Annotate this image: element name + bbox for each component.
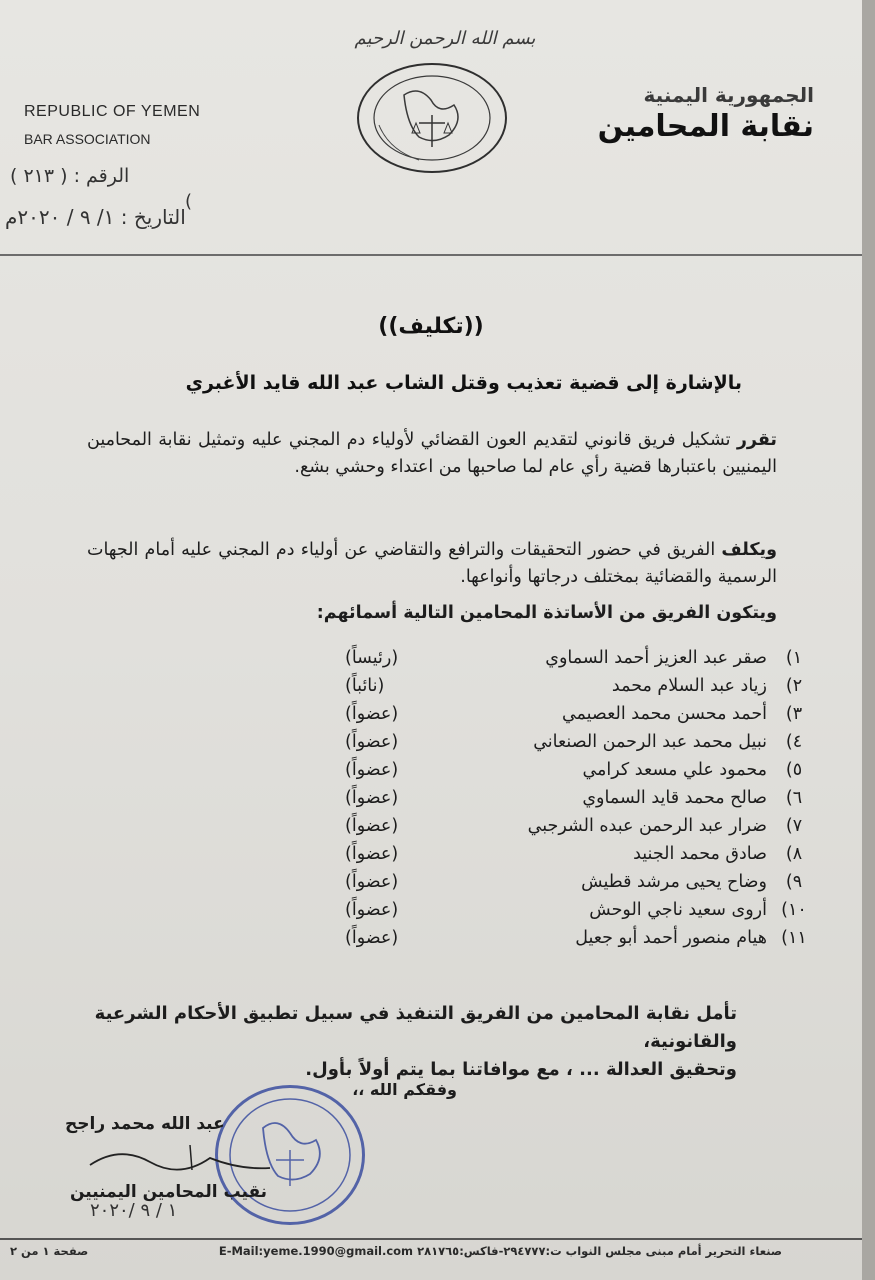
- date-label: التاريخ :: [120, 205, 186, 229]
- paragraph-decision: [87, 427, 777, 481]
- member-name: أحمد محسن محمد العصيمي: [561, 704, 767, 724]
- closing-wish: وفقكم الله ،،: [352, 1080, 457, 1099]
- document-date: [5, 191, 193, 229]
- footer-address: صنعاء التحرير أمام مبنى مجلس النواب ت:٢٩٤٧٧٧-فاكس:٢٨١٧٦٥ E-Mail:yeme.1990@gmail.com: [218, 1244, 782, 1258]
- member-name: صالح محمد قايد السماوي: [582, 788, 767, 808]
- member-name: وضاح يحيى مرشد قطيش: [581, 872, 767, 892]
- member-role: (عضواً): [345, 732, 399, 752]
- date-paren: ): [185, 191, 193, 212]
- member-number: ٣): [785, 704, 803, 724]
- bar-association-seal: [357, 63, 507, 173]
- arabic-letterhead: [598, 83, 814, 144]
- paragraph-team-intro: ويتكون الفريق من الأساتذة المحامين التالية أسمائهم:: [316, 603, 777, 623]
- member-name: محمود علي مسعد كرامي: [582, 760, 767, 780]
- member-role: (عضواً): [345, 872, 399, 892]
- member-role: (نائباً): [345, 676, 385, 696]
- member-number: ٢): [785, 676, 803, 696]
- english-country: REPUBLIC OF YEMEN: [24, 103, 201, 120]
- signer-title: نقيب المحامين اليمنيين: [70, 1182, 268, 1202]
- signature-date: ١ / ٩ /٢٠٢٠: [90, 1200, 178, 1221]
- reference-value: ( ٢١٣ ): [10, 165, 68, 187]
- seal-graphic-icon: [359, 65, 505, 171]
- member-name: ضرار عبد الرحمن عبده الشرجبي: [527, 816, 767, 836]
- member-role: (عضواً): [345, 900, 399, 920]
- member-name: صقر عبد العزيز أحمد السماوي: [545, 648, 767, 668]
- list-item: [0, 872, 862, 900]
- list-item: [0, 704, 862, 732]
- list-item: [0, 648, 862, 676]
- member-role: (رئيساً): [345, 648, 399, 668]
- list-item: [0, 844, 862, 872]
- document-subject: بالإشارة إلى قضية تعذيب وقتل الشاب عبد الله قايد الأغبري: [185, 372, 742, 394]
- signer-name: عبد الله محمد راجح: [65, 1114, 225, 1134]
- member-role: (عضواً): [345, 704, 399, 724]
- paragraph-assignment: [87, 537, 777, 591]
- member-number: ٨): [785, 844, 803, 864]
- member-role: (عضواً): [345, 816, 399, 836]
- paragraph-assignment-lead: ويكلف: [721, 540, 777, 560]
- english-letterhead: [24, 103, 200, 147]
- date-value: ١/ ٩ / ٢٠٢٠م: [5, 205, 115, 229]
- list-item: [0, 760, 862, 788]
- member-role: (عضواً): [345, 844, 399, 864]
- member-role: (عضواً): [345, 788, 399, 808]
- page-edge: [862, 0, 875, 1280]
- closing-line-2: وتحقيق العدالة ... ، مع موافاتنا بما يتم أولاً بأول.: [305, 1059, 737, 1080]
- reference-label: الرقم :: [73, 165, 130, 187]
- member-number: ٦): [785, 788, 803, 808]
- list-item: [0, 816, 862, 844]
- member-number: ١): [785, 648, 803, 668]
- member-number: ٩): [785, 872, 803, 892]
- list-item: [0, 732, 862, 760]
- member-name: زياد عبد السلام محمد: [611, 676, 767, 696]
- paragraph-decision-lead: تقرر: [736, 430, 777, 450]
- closing-paragraph: [37, 1000, 737, 1084]
- closing-line-1: تأمل نقابة المحامين من الفريق التنفيذ في سبيل تطبيق الأحكام الشرعية والقانونية،: [94, 1003, 737, 1052]
- list-item: [0, 788, 862, 816]
- paragraph-assignment-text: الفريق في حضور التحقيقات والترافع والتقاضي عن أولياء دم المجني عليه أمام الجهات الرسمية والقضائية بمختلف درجاتها وأنواعها.: [87, 540, 777, 587]
- member-name: صادق محمد الجنيد: [633, 844, 767, 864]
- list-item: [0, 676, 862, 704]
- reference-number: [10, 165, 129, 187]
- list-item: [0, 928, 862, 956]
- member-role: (عضواً): [345, 928, 399, 948]
- member-number: ٤): [785, 732, 803, 752]
- header-divider: [0, 254, 862, 256]
- paragraph-decision-text: تشكيل فريق قانوني لتقديم العون القضائي لأولياء دم المجني عليه وتمثيل نقابة المحامين اليمنيين باعتبارها قضية رأي عام لما صاحبها من اعتداء وحشي بشع.: [87, 430, 777, 477]
- member-name: أروى سعيد ناجي الوحش: [589, 900, 767, 920]
- english-org: BAR ASSOCIATION: [24, 131, 151, 147]
- member-number: ٧): [785, 816, 803, 836]
- arabic-org: نقابة المحامين: [597, 109, 814, 144]
- footer-page-number: صفحة ١ من ٢: [10, 1244, 89, 1258]
- member-number: ١٠): [781, 900, 807, 920]
- list-item: [0, 900, 862, 928]
- member-name: هيام منصور أحمد أبو جعيل: [575, 928, 767, 948]
- arabic-country: الجمهورية اليمنية: [643, 83, 814, 107]
- basmala: بسم الله الرحمن الرحيم: [354, 28, 536, 49]
- member-role: (عضواً): [345, 760, 399, 780]
- member-number: ١١): [781, 928, 807, 948]
- member-number: ٥): [785, 760, 803, 780]
- signature-icon: [80, 1140, 280, 1180]
- member-name: نبيل محمد عبد الرحمن الصنعاني: [533, 732, 767, 752]
- document-title: ((تكليف)): [378, 314, 484, 339]
- footer-divider: [0, 1238, 862, 1240]
